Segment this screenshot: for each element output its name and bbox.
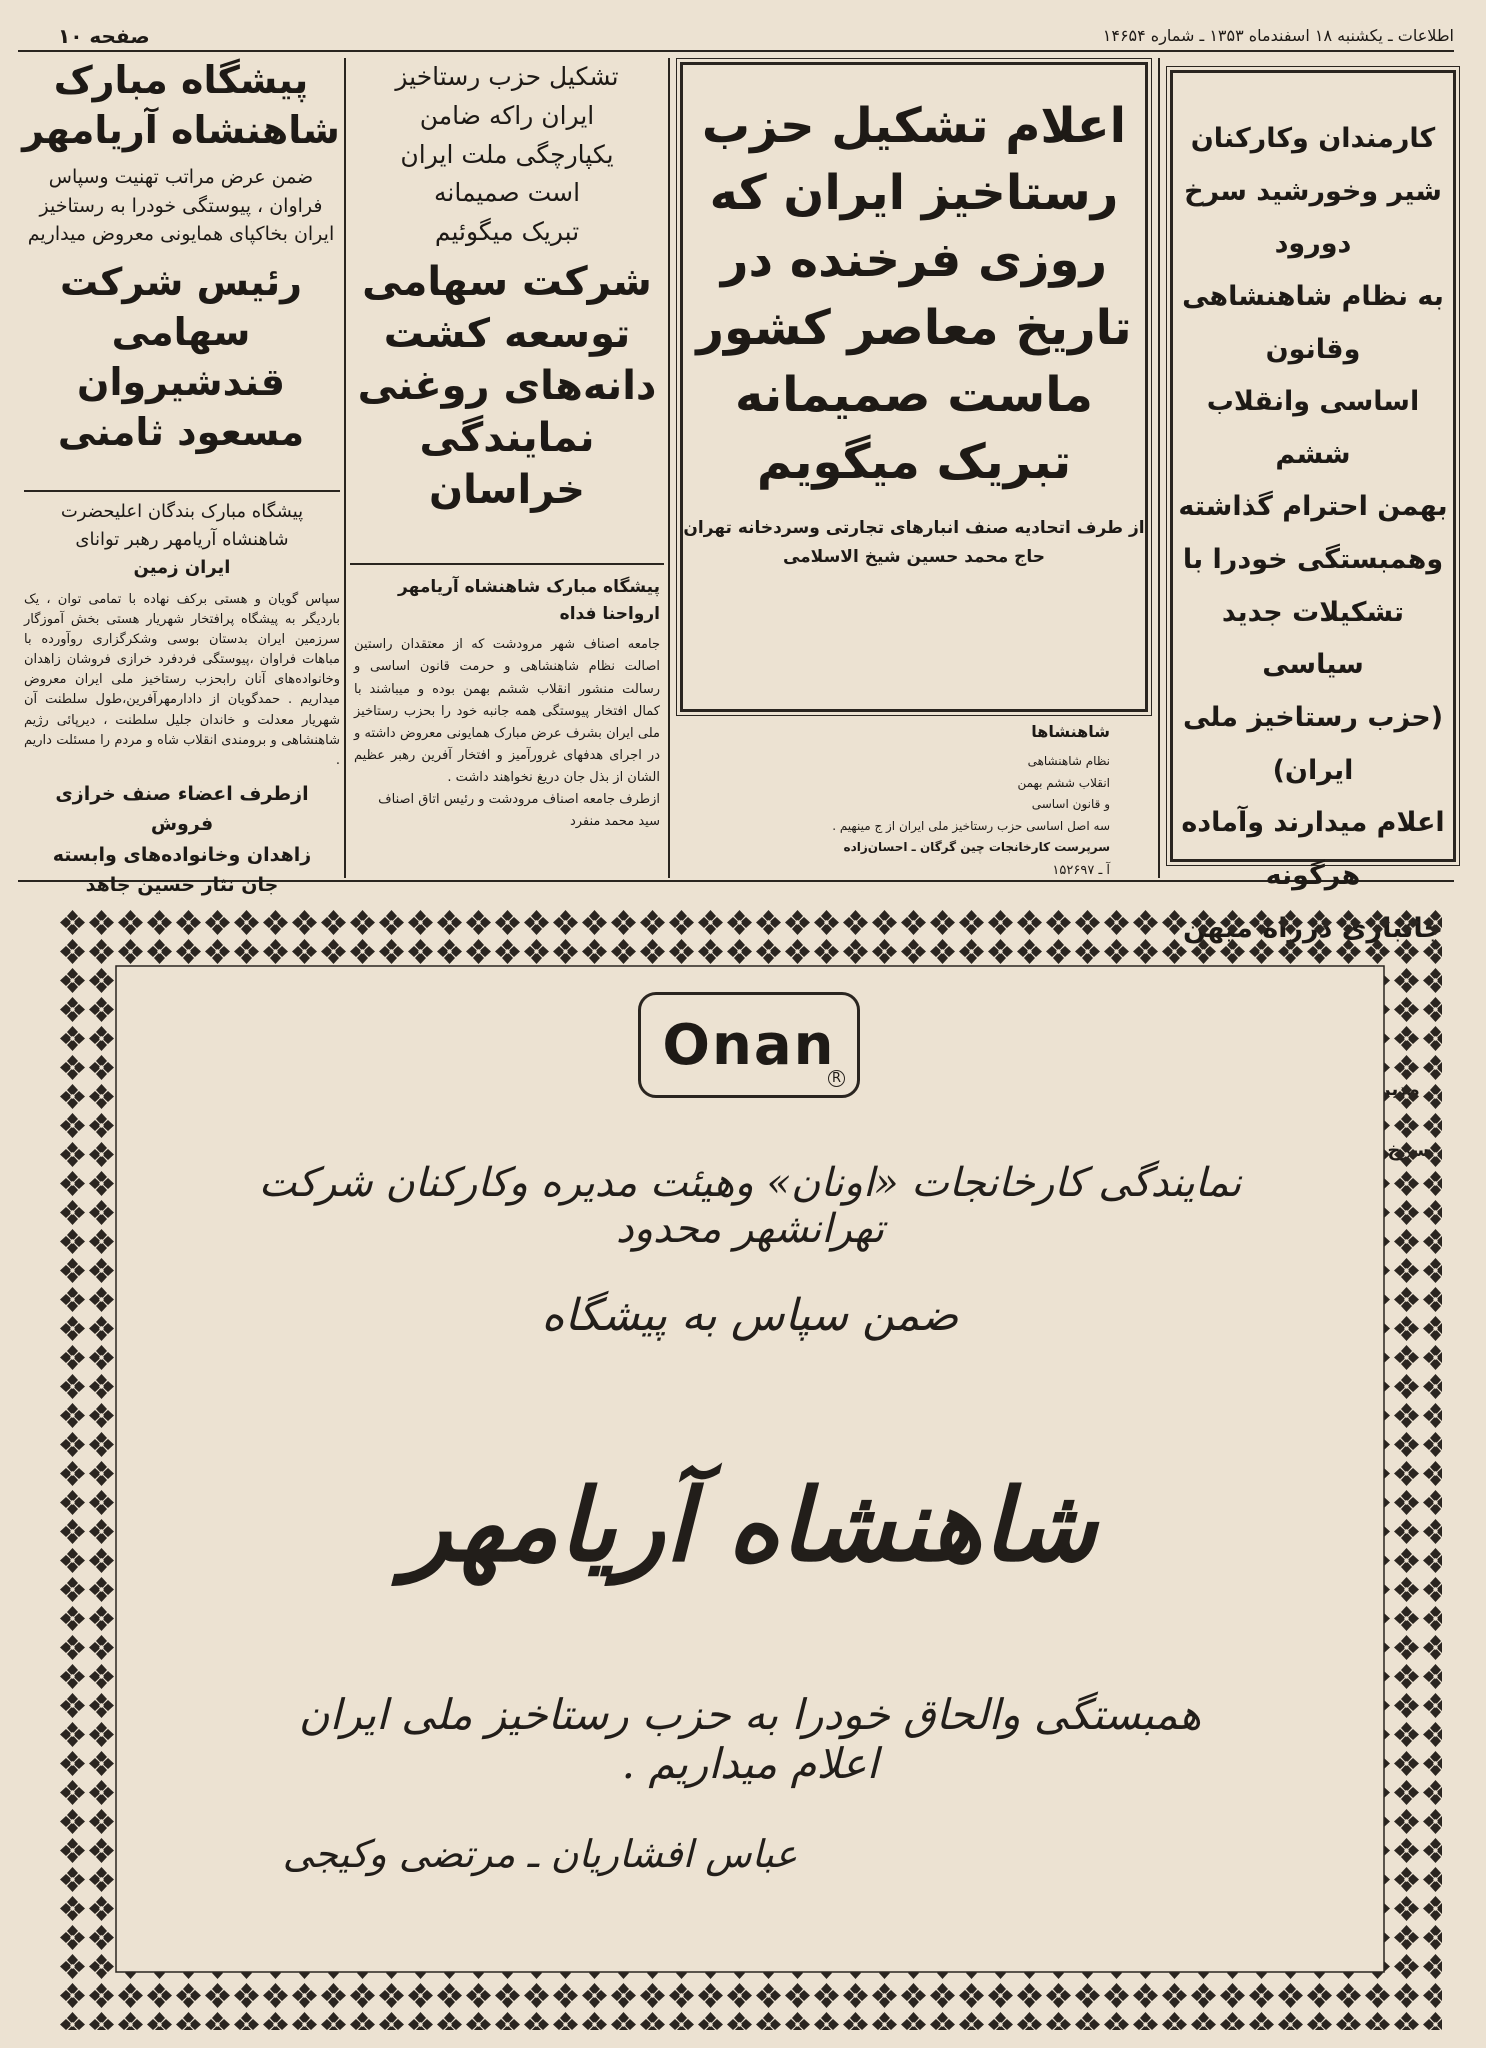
ad-body: نظام شاهنشاهی انقلاب ششم بهمن و قانون اساسی سه اصل اساسی حزب رستاخیز ملی ایران از ج مینهیم . سرپرست کارخانجات چین گرگان ـ احسان‌زاده آ ـ ۱۵۲۶۹۷ bbox=[690, 751, 1110, 882]
ad-line-thanks: ضمن سپاس به پیشگاه bbox=[541, 1290, 959, 1341]
section-rule bbox=[350, 563, 664, 565]
ad-line-announcement: همبستگی والحاق خودرا به حزب رستاخیز ملی ایران اعلام میداریم . bbox=[298, 1690, 1202, 1788]
ad-body: سپاس گویان و هستی برکف نهاده با تمامی توان ، یک باردیگر به پیشگاه پرافتخار شهریار هستی بخش آموزگار سرزمین ایران بدستان بوسی وشکرگزاری روآورده با مباهات فراوان ،پیوستگی فردفرد خرازی فروشان زاهدان وخانواده‌های آنان رابحزب رستاخیز ملی ایران معروض میداریم . حمدگویان از دادارمهرآفرین،طول سلطنت آن شهریار معدلت و خاندان جلیل سلطنت ، دیرپائی رژیم شاهنشاهی و برومندی انقلاب شاه و مردم را مسئلت داریم . bbox=[24, 591, 340, 768]
column-rule bbox=[1158, 58, 1160, 878]
ad-signature: ازطرف اعضاء صنف خرازی فروش زاهدان وخانواده‌های وابسته جان نثار حسین جاهد bbox=[52, 782, 312, 897]
onan-logo-text: Onan bbox=[662, 1013, 836, 1078]
ad-title: اعلام تشکیل حزب رستاخیز ایران که روزی فرخنده در تاریخ معاصر کشور ماست صمیمانه تبریک میگویم bbox=[696, 98, 1132, 490]
ad-body: ضمن عرض مراتب تهنیت وسپاس فراوان ، پیوستگی خودرا به رستاخیز ایران بخاکپای همایونی معروض میداریم bbox=[27, 166, 335, 246]
ad-signature: شرکت سهامی توسعه کشت دانه‌های روغنی نمایندگی خراسان bbox=[357, 258, 657, 513]
ad-title: پیشگاه مبارک شاهنشاه آریامهر ارواحنا فداه bbox=[398, 577, 660, 625]
ad-title: کارمندان وکارکنان شیر وخورشید سرخ دورود به نظام شاهنشاهی وقانون اساسی وانقلاب ششم بهمن احترام گذاشته وهمبستگی خودرا با تشکیلات جدید سیاسی (حزب رستاخیز ملی ایران) اعلام میدارند وآماده هرگونه bbox=[1178, 123, 1448, 891]
ad-signature: سرپرست کارخانجات چین گرگان ـ احسان‌زاده bbox=[843, 840, 1110, 855]
ad-signature: از طرف اتحادیه صنف انبارهای تجارتی وسردخانه تهران حاج محمد حسین شیخ الاسلامی bbox=[683, 518, 1145, 568]
ad-line-shahanshah: شاهنشاه آریامهر bbox=[403, 1466, 1097, 1584]
onan-logo bbox=[638, 992, 860, 1098]
registered-mark-icon: R bbox=[828, 1070, 845, 1087]
ad-title: تشکیل حزب رستاخیز ایران راکه ضامن یکپارچگی ملت ایران است صمیمانه تبریک میگوئیم bbox=[395, 62, 619, 246]
ad-code: آ ـ ۱۵۲۶۹۷ bbox=[1052, 862, 1110, 878]
ad-title: شاهنشاها bbox=[1031, 722, 1110, 741]
column-rule bbox=[668, 58, 670, 878]
ad-gorgan-factory bbox=[690, 722, 1140, 882]
header-dateline: اطلاعات ـ یکشنبه ۱۸ اسفندماه ۱۳۵۳ ـ شماره ۱۴۶۵۴ bbox=[1102, 26, 1454, 45]
ad-title: پیشگاه مبارک شاهنشاه آریامهر bbox=[22, 58, 340, 153]
column-rule bbox=[344, 58, 346, 878]
ad-marvdasht-guilds bbox=[354, 574, 660, 833]
ad-oilseed-company bbox=[350, 58, 664, 516]
ad-warehouse-union-box bbox=[680, 62, 1148, 712]
page-number: صفحه ۱۰ bbox=[58, 24, 150, 48]
ad-signature: رئیس شرکت سهامی قندشیروان مسعود ثامنی bbox=[57, 259, 305, 455]
ad-zahedan-guild bbox=[24, 498, 340, 901]
ad-red-lion-sun-box bbox=[1170, 70, 1456, 891]
ad-signature: ازطرف جامعه اصناف مرودشت و رئیس اتاق اصناف سید محمد منفرد bbox=[378, 792, 660, 830]
ad-qand-shirvan bbox=[22, 55, 340, 457]
ad-title: پیشگاه مبارک بندگان اعلیحضرت شاهنشاه آریامهر رهبر توانای ایران زمین bbox=[60, 501, 304, 578]
ad-body: جامعه اصناف شهر مرودشت که از معتقدان راستین اصالت نظام شاهنشاهی و حرمت قانون اساسی و رسالت منشور انقلاب ششم بهمن بوده و میباشند با کمال افتخار پیوستگی همه جانبه خود را بحزب رستاخیز ملی ایران بشرف عرض مبارک همایونی معروض داشته و در اجرای هدفهای غرورآمیز و افتخار آفرین رهبر عظیم الشان از بذل جان دریغ نخواهند داشت . bbox=[354, 637, 660, 785]
page-header bbox=[18, 22, 1454, 52]
section-rule bbox=[24, 490, 340, 492]
ad-line-company: نمایندگی کارخانجات «اونان» وهیئت مدیره وکارکنان شرکت تهرانشهر محدود bbox=[258, 1160, 1242, 1252]
ad-line-signatories: عباس افشاریان ـ مرتضی وکیجی bbox=[282, 1832, 798, 1876]
